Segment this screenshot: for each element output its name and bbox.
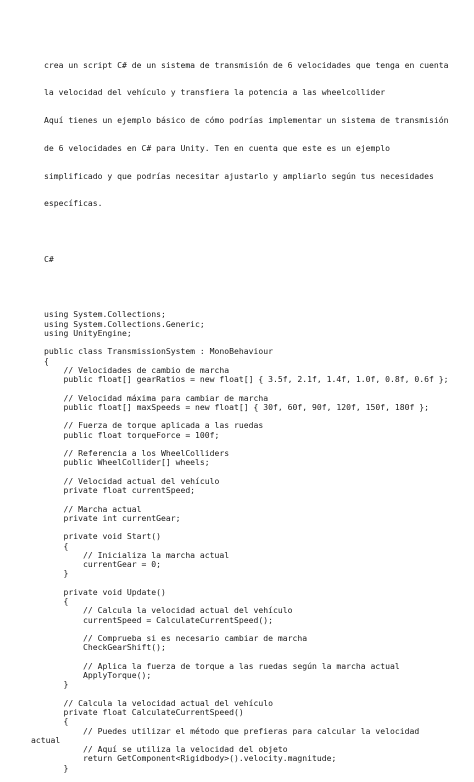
code-line: public float[] maxSpeeds = new float[] { 30f, 60f, 90f, 120f, 150f, 180f };: [44, 401, 429, 412]
code-line: // Aquí se utiliza la velocidad del objeto: [44, 744, 288, 754]
blank-line: [44, 653, 454, 662]
code-line: private int currentGear;: [44, 512, 181, 523]
code-line: // Inicializa la marcha actual: [44, 549, 230, 560]
blank-line: [44, 283, 454, 292]
code-line: {: [44, 716, 69, 727]
intro-line: Aquí tienes un ejemplo básico de cómo podrías implementar un sistema de transmisión: [44, 115, 449, 125]
code-line: using System.Collections;: [44, 309, 166, 320]
code-line: // Calcula la velocidad actual del vehículo: [44, 605, 293, 616]
intro-line: simplificado y que podrías necesitar ajustarlo y ampliarlo según tus necesidades: [44, 170, 434, 181]
blank-line: [44, 227, 454, 236]
code-line: public WheelCollider[] wheels;: [44, 457, 210, 468]
code-line: private void Update(): [44, 586, 166, 597]
code-line: public float[] gearRatios = new float[] { 3.5f, 2.1f, 1.4f, 1.0f, 0.8f, 0.6f };: [44, 374, 449, 384]
code-line: // Velocidades de cambio de marcha: [44, 364, 230, 375]
code-line: // Referencia a los WheelColliders: [44, 448, 230, 458]
code-line: {: [44, 355, 49, 366]
code-line: currentSpeed = CalculateCurrentSpeed();: [44, 614, 274, 625]
code-line: private void Start(): [44, 531, 161, 542]
blank-line: [44, 625, 454, 634]
code-line: // Velocidad máxima para cambiar de marcha: [44, 392, 269, 403]
code-line: using UnityEngine;: [44, 327, 132, 338]
intro-line: crea un script C# de un sistema de transmisión de 6 velocidades que tenga en cuenta: [44, 59, 449, 70]
code-line: CheckGearShift();: [44, 642, 166, 653]
code-line: private float CalculateCurrentSpeed(): [44, 707, 244, 717]
blank-line: [44, 690, 454, 699]
language-label: C#: [44, 253, 54, 264]
code-line: actual: [31, 734, 61, 745]
code-line: public float torqueForce = 100f;: [44, 429, 220, 440]
code-line: using System.Collections.Generic;: [44, 318, 205, 329]
intro-line: específicas.: [44, 198, 103, 209]
code-line: {: [44, 596, 69, 606]
code-line: }: [44, 679, 69, 690]
code-line: }: [44, 762, 69, 773]
intro-line: la velocidad del vehículo y transfiera la potencia a las wheelcollider: [44, 87, 386, 98]
code-line: // Fuerza de torque aplicada a las ruedas: [44, 420, 264, 431]
code-line: // Comprueba si es necesario cambiar de marcha: [44, 633, 308, 643]
intro-line: de 6 velocidades en C# para Unity. Ten en cuenta que este es un ejemplo: [44, 142, 390, 153]
document-page: [31, 42, 454, 782]
code-line: // Aplica la fuerza de torque a las ruedas según la marcha actual: [44, 660, 400, 671]
code-line: private float currentSpeed;: [44, 485, 196, 495]
code-line: // Marcha actual: [44, 503, 142, 514]
code-line: return GetComponent<Rigidbody>().velocity.magnitude;: [44, 753, 337, 764]
code-line: // Calcula la velocidad actual del vehículo: [44, 697, 274, 708]
code-line: // Puedes utilizar el método que prefieras para calcular la velocidad: [44, 725, 420, 736]
code-line: public class TransmissionSystem : MonoBehaviour: [44, 346, 274, 357]
code-line: {: [44, 540, 69, 551]
code-line: }: [44, 568, 69, 579]
code-line: currentGear = 0;: [44, 559, 161, 569]
code-line: // Velocidad actual del vehículo: [44, 475, 220, 486]
code-line: ApplyTorque();: [44, 670, 152, 680]
code-block: [31, 309, 454, 773]
